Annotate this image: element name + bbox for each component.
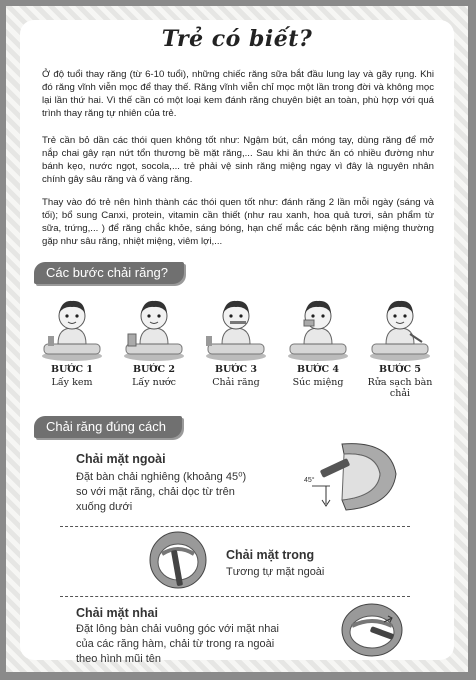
divider [60, 526, 410, 527]
steps-row [30, 294, 444, 399]
inner-surface-mouth-icon [148, 530, 208, 590]
step-label: Súc miệng [292, 377, 344, 388]
intro-paragraph-2: Trẻ cần bỏ dần các thói quen không tốt như: Ngậm bút, cắn móng tay, dùng răng để mở nắp chai gây rạn nứt tổn thương bề mặt răng,... Sau khi ăn thức ăn có nhiều đường như bánh kẹo, nước ngọt, socola,... trẻ phải vệ sinh răng miệng ngay vì đây là nguyên nhân chính gây sâu răng và ố vàng răng. [42, 135, 434, 185]
intro-paragraph-1: Ở độ tuổi thay răng (từ 6-10 tuổi), những chiếc răng sữa bắt đầu lung lay và gãy rụng. Khi đó răng vĩnh viễn mọc để thay thế. Răng vĩnh viễn chỉ mọc một lần trong đời và không mọc lại lần thứ hai. Vì thế cần có một loại kem đánh răng chuyên biệt an toàn, phù hợp với quá trình thay răng tự nhiên của trẻ. [42, 69, 434, 119]
step-label: Rửa sạch bàn chải [367, 377, 433, 399]
method-inner-desc: Tương tự mặt ngoài [226, 566, 325, 578]
brushing-heading: Chải răng đúng cách [34, 416, 182, 438]
step-label: Lấy kem [51, 377, 93, 388]
step-number: BƯỚC 4 [296, 364, 340, 375]
step-number: BƯỚC 5 [378, 364, 422, 375]
page-title: Trẻ có biết? [161, 26, 313, 52]
step-5 [360, 294, 440, 399]
step-number: BƯỚC 1 [50, 364, 94, 375]
intro-paragraph-3: Thay vào đó trẻ nên hình thành các thói quen tốt như: đánh răng 2 lần mỗi ngày (sáng và tối); bổ sung Canxi, protein, vitamin cần thiết (như rau xanh, hoa quả tươi, sản phẩm từ sữa, trứng,... ) để răng chắc khỏe, sáng bóng, hạn chế mắc các bệnh răng miệng thường gặp như sâu răng, nhiệt miệng, viêm lợi,... [42, 197, 434, 247]
poster-sheet [6, 6, 468, 672]
child-washing-brush-icon [366, 294, 434, 364]
method-inner-title: Chải mặt trong [226, 548, 315, 562]
step-4 [278, 294, 358, 394]
child-brushing-teeth-icon [202, 294, 270, 364]
outer-surface-diagram-icon [302, 434, 402, 516]
child-water-cup-icon [120, 294, 188, 364]
step-number: BƯỚC 2 [132, 364, 176, 375]
steps-heading: Các bước chải răng? [34, 262, 184, 284]
step-label: Chải răng [212, 377, 260, 388]
divider [60, 596, 410, 597]
child-brushing-icon [38, 294, 106, 364]
step-2 [114, 294, 194, 394]
step-1 [32, 294, 112, 394]
method-chewing-desc: Đặt lông bàn chải vuông góc với mặt nhai của các răng hàm, chải từ trong ra ngoài theo hình mũi tên [76, 623, 279, 665]
chewing-surface-mouth-icon [340, 602, 404, 658]
child-rinsing-icon [284, 294, 352, 364]
step-label: Lấy nước [132, 377, 176, 388]
method-outer-desc: Đặt bàn chải nghiêng (khoảng 45⁰) so với mặt răng, chải dọc từ trên xuống dưới [76, 471, 247, 513]
angle-label: 45° [304, 477, 315, 484]
content-panel [20, 20, 454, 665]
method-outer-title: Chải mặt ngoài [76, 452, 166, 466]
step-3 [196, 294, 276, 394]
step-number: BƯỚC 3 [214, 364, 258, 375]
method-chewing-title: Chải mặt nhai [76, 606, 158, 620]
